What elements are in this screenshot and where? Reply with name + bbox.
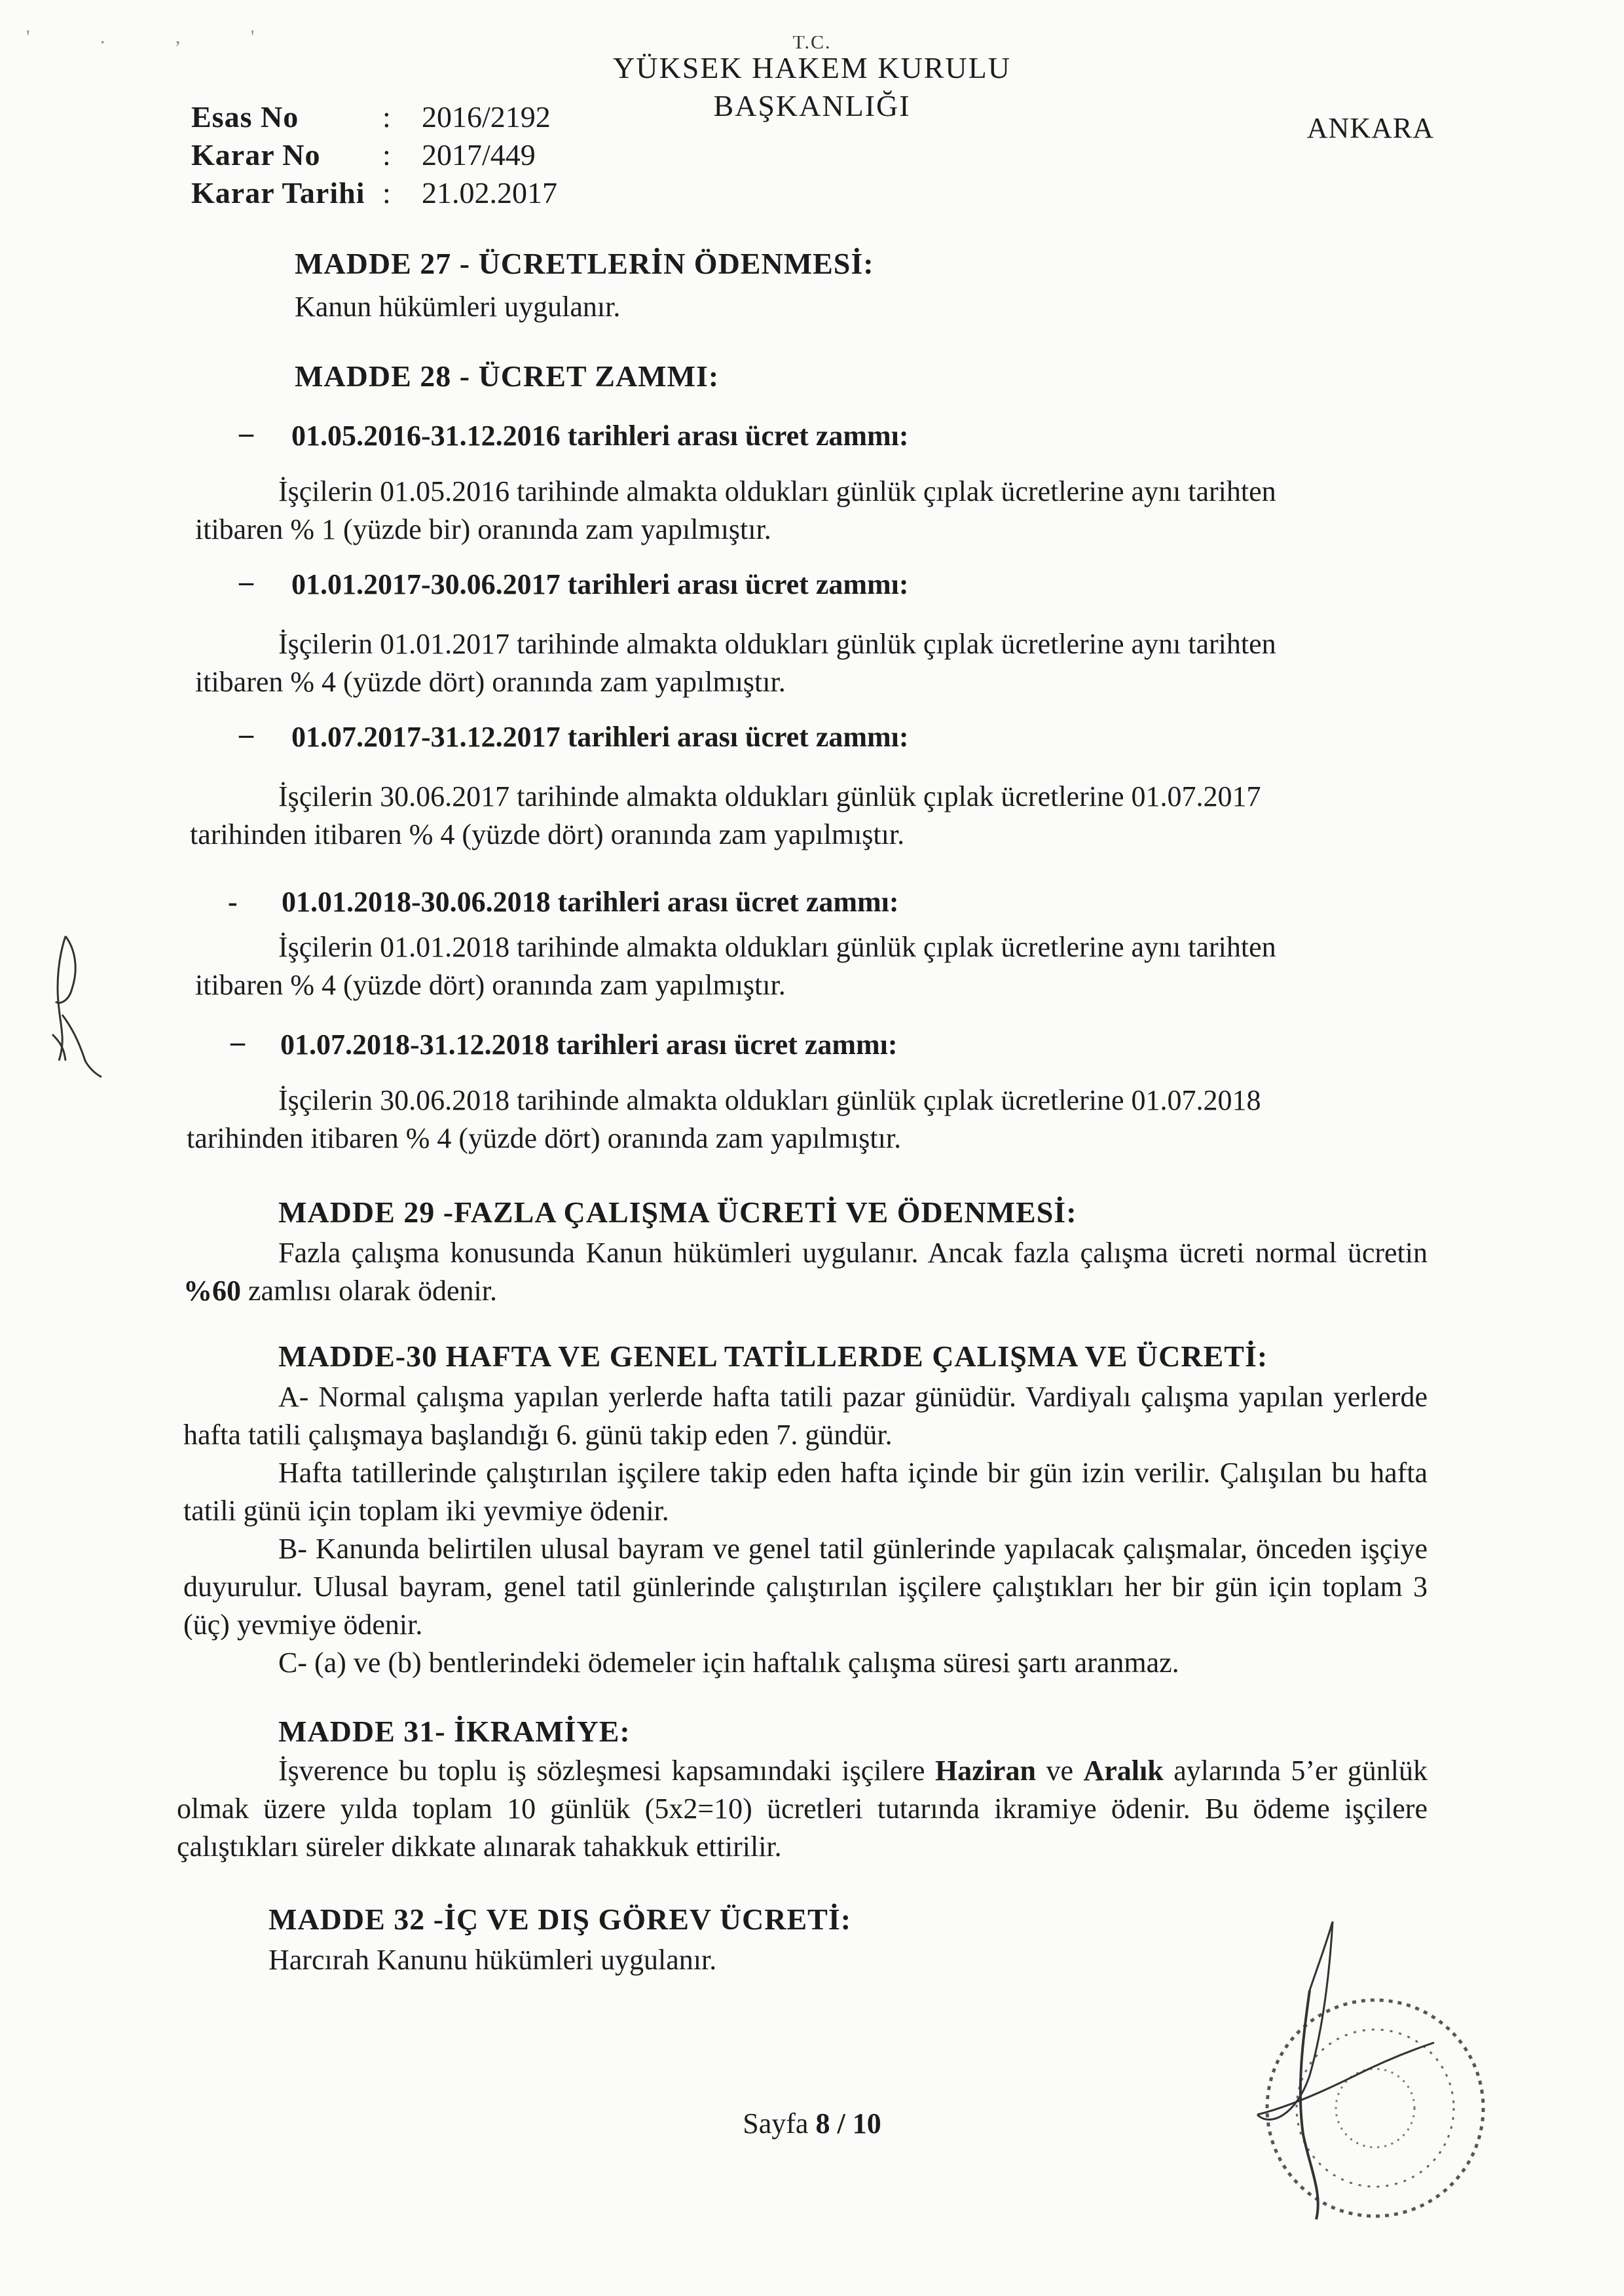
overtime-rate: %60 bbox=[183, 1275, 241, 1307]
madde27-text: Kanun hükümleri uygulanır. bbox=[295, 291, 621, 323]
raise-period-heading: 01.07.2017-31.12.2017 tarihleri arası ücret zammı: bbox=[291, 721, 909, 753]
meta-row-esas: Esas No : 2016/2192 bbox=[191, 98, 557, 136]
raise-period-text: tarihinden itibaren % 4 (yüzde dört) oranında zam yapılmıştır. bbox=[187, 1122, 902, 1154]
raise-period-text: itibaren % 4 (yüzde dört) oranında zam yapılmıştır. bbox=[195, 666, 786, 698]
madde30-paragraph-a: A- Normal çalışma yapılan yerlerde hafta tatili pazar günüdür. Vardiyalı çalışma yapılan yerlerde hafta tatili çalışmaya başlandığı 6. günü takip eden 7. gündür. bbox=[183, 1381, 1428, 1451]
list-dash: – bbox=[239, 417, 253, 449]
raise-period-text: itibaren % 4 (yüzde dört) oranında zam yapılmıştır. bbox=[195, 969, 786, 1001]
raise-period-text: itibaren % 1 (yüzde bir) oranında zam yapılmıştır. bbox=[195, 513, 771, 545]
madde29-title: MADDE 29 -FAZLA ÇALIŞMA ÜCRETİ VE ÖDENMESİ: bbox=[278, 1195, 1077, 1229]
page-number: Sayfa 8 / 10 bbox=[743, 2107, 881, 2140]
madde27-title: MADDE 27 - ÜCRETLERİN ÖDENMESİ: bbox=[295, 247, 874, 280]
raise-period-heading: 01.07.2018-31.12.2018 tarihleri arası ücret zammı: bbox=[280, 1029, 898, 1061]
raise-period-heading: 01.05.2016-31.12.2016 tarihleri arası ücret zammı: bbox=[291, 420, 909, 452]
meta-label: Esas No bbox=[191, 100, 299, 134]
case-meta bbox=[191, 98, 557, 212]
madde30-paragraph-b: B- Kanunda belirtilen ulusal bayram ve genel tatil günlerinde yapılacak çalışmalar, önceden işçiye duyurulur. Ulusal bayram, genel tatil günlerinde çalıştırılan işçilere çalıştıkları her bir gün için toplam 3 (üç) yevmiye ödenir. bbox=[183, 1533, 1428, 1641]
month-june: Haziran bbox=[934, 1755, 1036, 1787]
raise-period-text: İşçilerin 30.06.2017 tarihinde almakta oldukları günlük çıplak ücretlerine 01.07.2017 bbox=[278, 780, 1261, 812]
raise-period-heading: 01.01.2018-30.06.2018 tarihleri arası ücret zammı: bbox=[282, 886, 899, 918]
scan-specks: ' . , ' bbox=[26, 26, 287, 48]
meta-value: 21.02.2017 bbox=[422, 176, 557, 210]
list-dash: – bbox=[239, 566, 253, 598]
meta-value: 2016/2192 bbox=[422, 100, 551, 134]
meta-label: Karar No bbox=[191, 138, 321, 172]
meta-label: Karar Tarihi bbox=[191, 176, 365, 210]
raise-period-text: İşçilerin 01.05.2016 tarihinde almakta oldukları günlük çıplak ücretlerine aynı tarihten bbox=[278, 475, 1276, 507]
madde30-paragraph-holiday: Hafta tatillerinde çalıştırılan işçilere takip eden hafta içinde bir gün izin verilir. Çalışılan bu hafta tatili günü için toplam iki yevmiye ödenir. bbox=[183, 1457, 1428, 1527]
madde30-title: MADDE-30 HAFTA VE GENEL TATİLLERDE ÇALIŞMA VE ÜCRETİ: bbox=[278, 1339, 1268, 1373]
madde30-paragraph-c: C- (a) ve (b) bentlerindeki ödemeler için haftalık çalışma süresi şartı aranmaz. bbox=[278, 1647, 1179, 1679]
list-dash: - bbox=[228, 886, 238, 918]
madde29-text: Fazla çalışma konusunda Kanun hükümleri uygulanır. Ancak fazla çalışma ücreti normal ücretin %60 zamlısı olarak ödenir. bbox=[183, 1237, 1428, 1307]
madde31-text: İşverence bu toplu iş sözleşmesi kapsamındaki işçilere Haziran ve Aralık aylarında 5’er günlük olmak üzere yılda toplam 10 günlük (5x2=10) ücretleri tutarında ikramiye ödenir. Bu ödeme işçilere çalıştıkları süreler dikkate alınarak tahakkuk ettirilir. bbox=[177, 1755, 1428, 1863]
list-dash: – bbox=[239, 718, 253, 750]
month-december: Aralık bbox=[1083, 1755, 1164, 1787]
list-dash: – bbox=[231, 1026, 245, 1058]
official-seal-stamp bbox=[1218, 1918, 1506, 2229]
madde32-title: MADDE 32 -İÇ VE DIŞ GÖREV ÜCRETİ: bbox=[268, 1903, 852, 1936]
meta-value: 2017/449 bbox=[422, 138, 536, 172]
handwritten-initial-signature bbox=[39, 930, 118, 1084]
institution-name: YÜKSEK HAKEM KURULU bbox=[613, 51, 1011, 84]
raise-period-heading: 01.01.2017-30.06.2017 tarihleri arası ücret zammı: bbox=[291, 568, 909, 600]
city-label: ANKARA bbox=[1306, 112, 1434, 144]
madde31-title: MADDE 31- İKRAMİYE: bbox=[278, 1715, 631, 1748]
raise-period-text: İşçilerin 01.01.2017 tarihinde almakta oldukları günlük çıplak ücretlerine aynı tarihten bbox=[278, 628, 1276, 660]
raise-period-text: İşçilerin 30.06.2018 tarihinde almakta oldukları günlük çıplak ücretlerine 01.07.2018 bbox=[278, 1084, 1261, 1116]
raise-period-text: İşçilerin 01.01.2018 tarihinde almakta oldukları günlük çıplak ücretlerine aynı tarihten bbox=[278, 931, 1276, 963]
institution-department: BAŞKANLIĞI bbox=[713, 89, 911, 122]
header-top-mark: T.C. bbox=[792, 36, 832, 49]
madde32-text: Harcırah Kanunu hükümleri uygulanır. bbox=[268, 1944, 717, 1976]
raise-period-text: tarihinden itibaren % 4 (yüzde dört) oranında zam yapılmıştır. bbox=[190, 818, 905, 850]
madde28-title: MADDE 28 - ÜCRET ZAMMI: bbox=[295, 359, 720, 393]
meta-row-tarih: Karar Tarihi : 21.02.2017 bbox=[191, 174, 557, 212]
meta-row-karar: Karar No : 2017/449 bbox=[191, 136, 557, 174]
